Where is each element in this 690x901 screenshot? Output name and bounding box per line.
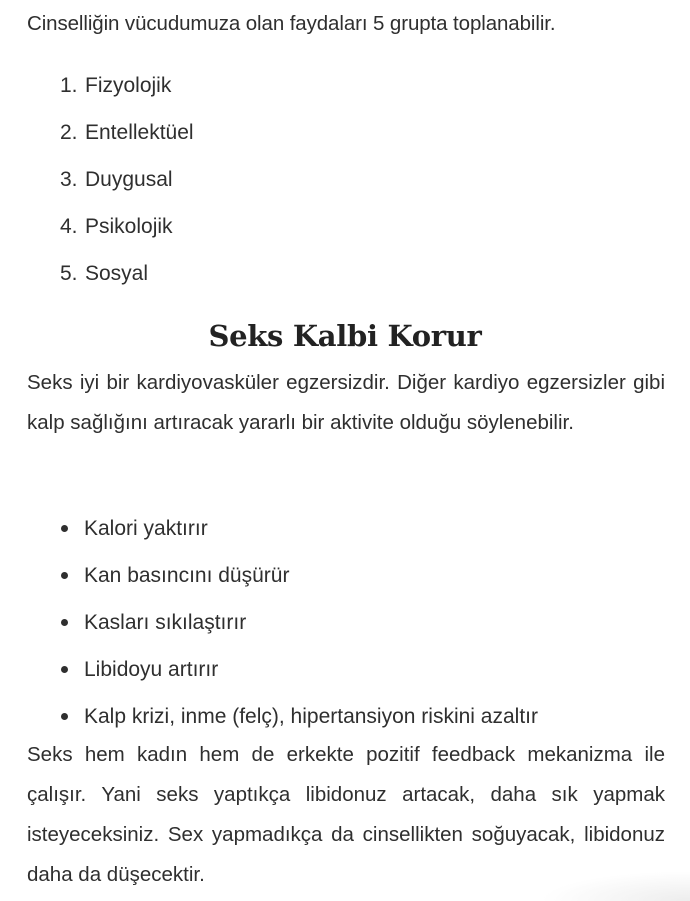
list-item: [60, 209, 194, 256]
bullet-dot-icon: [61, 713, 68, 720]
list-number: 2.: [60, 121, 78, 144]
bullet-item-label: Libidoyu artırır: [84, 657, 219, 681]
paragraph-feedback: Seks hem kadın hem de erkekte pozitif feedback mekanizma ile çalışır. Yani seks yaptıkça libidonuz artacak, daha sık yapmak isteyeceksiniz. Sex yapmadıkça da cinsellikten soğuyacak, libidonuz daha da düşecektir.: [27, 743, 665, 886]
bullet-item: [60, 693, 538, 740]
corner-shadow: [540, 871, 690, 901]
list-number: 4.: [60, 215, 78, 238]
bullet-dot-icon: [61, 525, 68, 532]
list-item-label: Psikolojik: [85, 215, 173, 238]
list-number: 1.: [60, 74, 78, 97]
benefits-ordered-list: [60, 68, 194, 303]
list-item: [60, 115, 194, 162]
list-item: [60, 256, 194, 303]
section-heading: Seks Kalbi Korur: [208, 319, 482, 353]
list-item-label: Entellektüel: [85, 121, 194, 144]
bullet-dot-icon: [61, 572, 68, 579]
list-item: [60, 162, 194, 209]
bullet-item-label: Kalori yaktırır: [84, 516, 208, 540]
list-item: [60, 68, 194, 115]
bullet-item-label: Kan basıncını düşürür: [84, 563, 290, 587]
intro-text: Cinselliğin vücudumuza olan faydaları 5 grupta toplanabilir.: [27, 12, 556, 35]
list-number: 3.: [60, 168, 78, 191]
bullet-item-label: Kasları sıkılaştırır: [84, 610, 247, 634]
list-number: 5.: [60, 262, 78, 285]
list-item-label: Sosyal: [85, 262, 149, 285]
bullet-item: [60, 646, 538, 693]
paragraph-cardio: Seks iyi bir kardiyovasküler egzersizdir. Diğer kardiyo egzersizler gibi kalp sağlığını artıracak yararlı bir aktivite olduğu söylenebilir.: [27, 371, 665, 434]
bullet-item: [60, 599, 538, 646]
bullet-dot-icon: [61, 666, 68, 673]
benefits-bullet-list: [60, 505, 538, 740]
bullet-dot-icon: [61, 619, 68, 626]
bullet-item-label: Kalp krizi, inme (felç), hipertansiyon riskini azaltır: [84, 704, 538, 728]
bullet-item: [60, 505, 538, 552]
list-item-label: Fizyolojik: [85, 74, 172, 97]
list-item-label: Duygusal: [85, 168, 173, 191]
bullet-item: [60, 552, 538, 599]
